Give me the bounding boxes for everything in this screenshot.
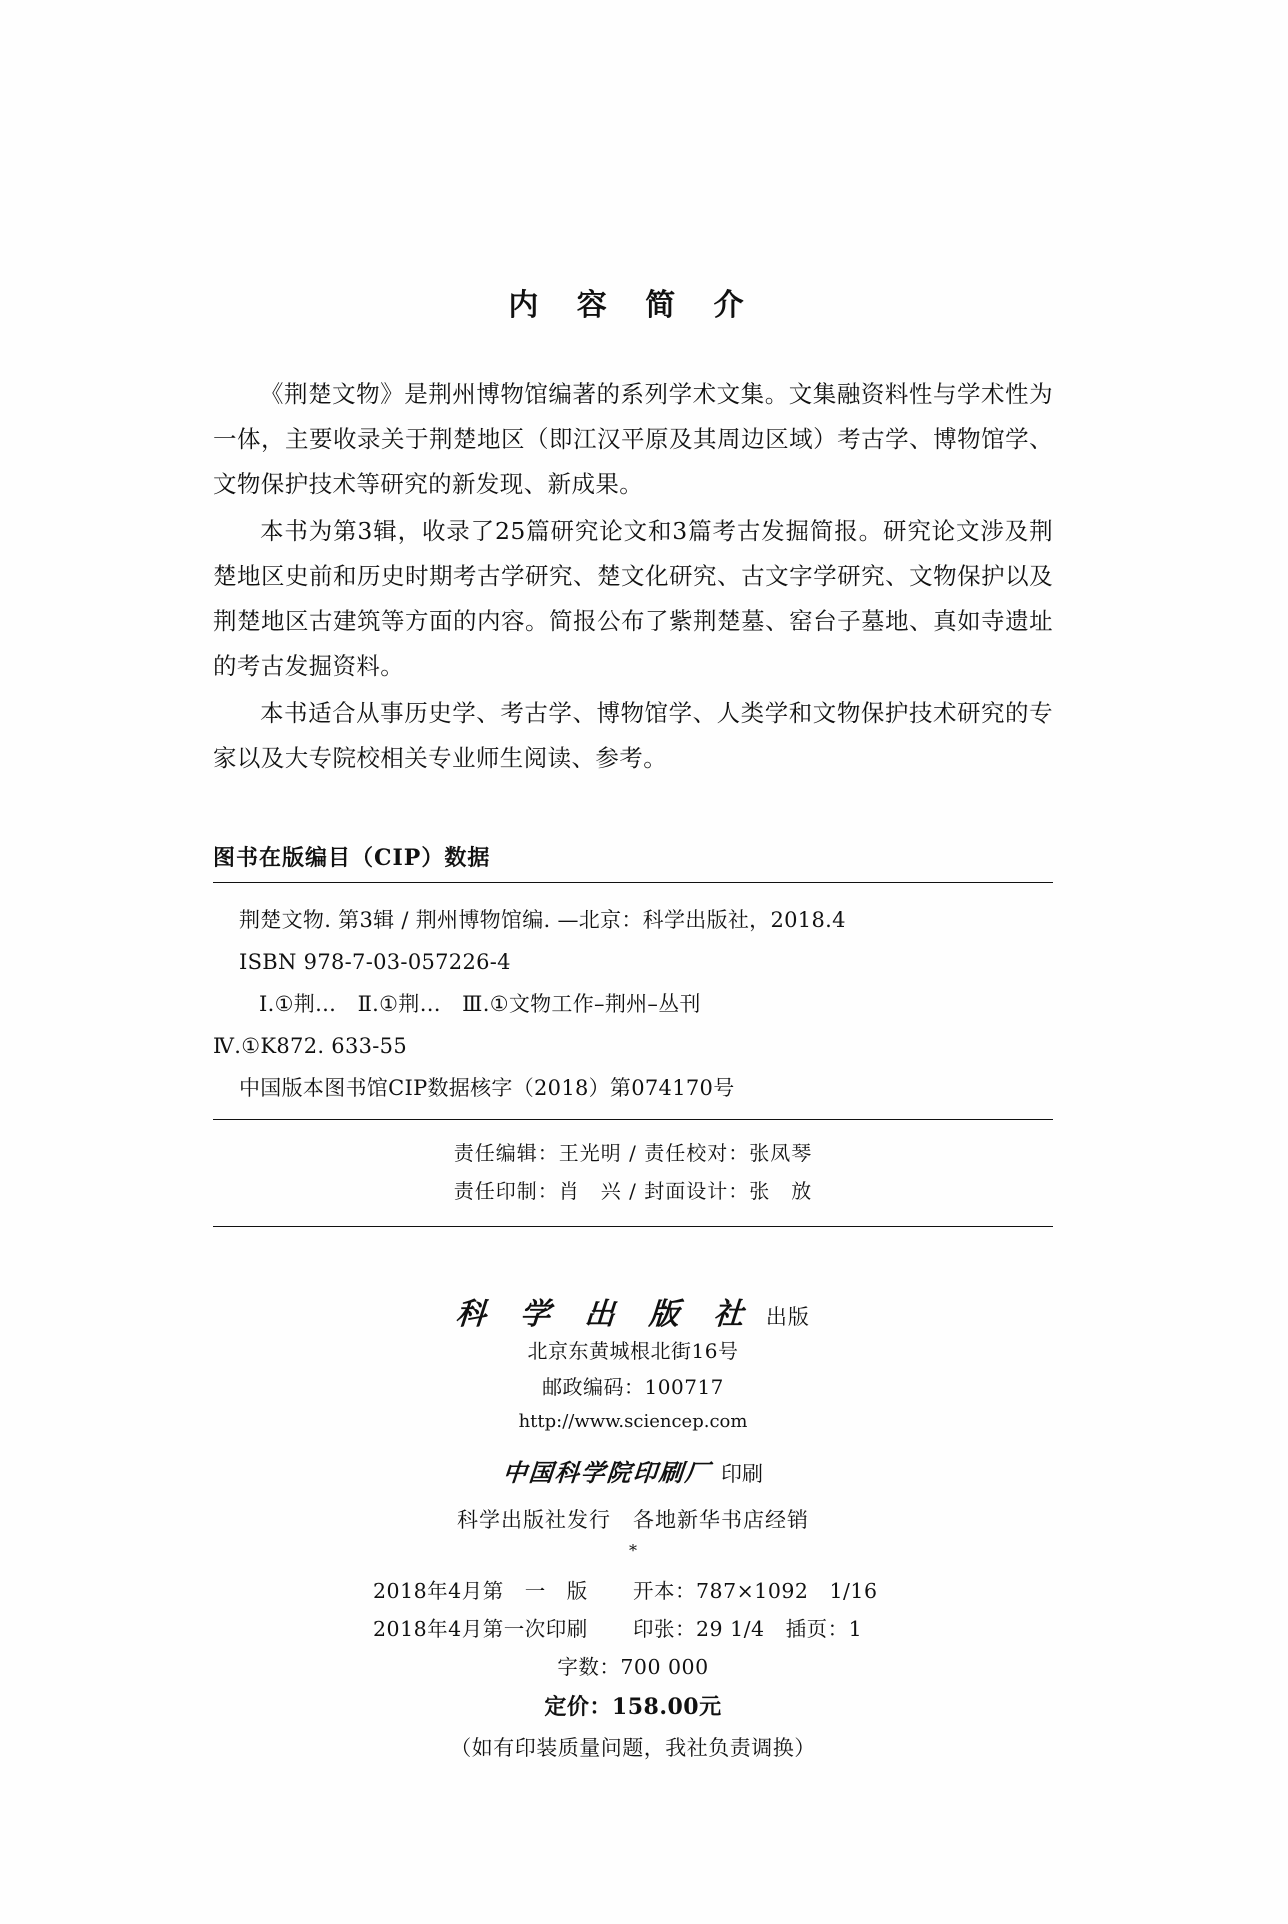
printer-name: 中国科学院印刷厂	[501, 1458, 713, 1487]
price: 定价：158.00元	[544, 1694, 722, 1720]
cip-block	[213, 841, 1053, 1227]
printer-row	[213, 1453, 1053, 1488]
publisher-postcode: 邮政编码：100717	[542, 1375, 724, 1399]
separator-star: *	[629, 1541, 637, 1560]
cip-line: ISBN 978-7-03-057226-4	[239, 950, 511, 974]
cip-line: Ⅰ.①荆… Ⅱ.①荆… Ⅲ.①文物工作–荆州–丛刊	[259, 992, 701, 1016]
cip-heading: 图书在版编目（CIP）数据	[213, 845, 491, 871]
edition-date: 2018年4月第 一 版	[373, 1579, 588, 1603]
science-press-logo: 科 学 出 版 社	[454, 1297, 757, 1332]
divider	[213, 1226, 1053, 1227]
printer-suffix: 印刷	[721, 1462, 763, 1486]
quality-note: （如有印装质量问题，我社负责调换）	[450, 1736, 816, 1760]
credit-line: 责任印制：肖 兴 / 封面设计：张 放	[453, 1179, 813, 1203]
page-title: 内 容 简 介	[508, 288, 758, 323]
print-date: 2018年4月第一次印刷	[373, 1617, 588, 1641]
intro-paragraph: 本书适合从事历史学、考古学、博物馆学、人类学和文物保护技术研究的专家以及大专院校相关专业师生阅读、参考。	[213, 699, 1053, 772]
colophon-block	[213, 1572, 1053, 1768]
publisher-url[interactable]: http://www.sciencep.com	[518, 1411, 748, 1432]
word-count: 字数：700 000	[557, 1655, 709, 1679]
distribution-line: 科学出版社发行 各地新华书店经销	[457, 1508, 809, 1532]
publisher-block	[213, 1289, 1053, 1562]
cip-line: 荆楚文物. 第3辑 / 荆州博物馆编. —北京：科学出版社，2018.4	[239, 908, 846, 932]
credit-line: 责任编辑：王光明 / 责任校对：张凤琴	[453, 1141, 813, 1165]
credits-block	[213, 1120, 1053, 1226]
cip-line: Ⅳ.①K872. 633-55	[213, 1034, 408, 1058]
price-row	[213, 1686, 1053, 1728]
introduction-block	[213, 372, 1053, 781]
page-content	[213, 280, 1053, 1768]
publisher-suffix: 出版	[765, 1305, 810, 1329]
quality-note-row	[213, 1728, 1053, 1768]
intro-paragraph: 《荆楚文物》是荆州博物馆编著的系列学术文集。文集融资料性与学术性为一体，主要收录关于荆楚地区（即江汉平原及其周边区域）考古学、博物馆学、文物保护技术等研究的新发现、新成果。	[213, 380, 1053, 498]
colophon-row	[213, 1572, 1053, 1610]
word-count-row	[213, 1648, 1053, 1686]
cip-line: 中国版本图书馆CIP数据核字（2018）第074170号	[239, 1076, 735, 1100]
sheet-count: 印张：29 1/4 插页：1	[633, 1617, 863, 1641]
publisher-address: 北京东黄城根北街16号	[527, 1339, 739, 1363]
cip-body	[213, 883, 1053, 1119]
publisher-name-row	[213, 1289, 1053, 1333]
colophon-row	[213, 1610, 1053, 1648]
book-format: 开本：787×1092 1/16	[633, 1579, 878, 1603]
intro-paragraph: 本书为第3辑，收录了25篇研究论文和3篇考古发掘简报。研究论文涉及荆楚地区史前和历史时期考古学研究、楚文化研究、古文字学研究、文物保护以及荆楚地区古建筑等方面的内容。简报公布了紫荆楚墓、窑台子墓地、真如寺遗址的考古发掘资料。	[213, 517, 1053, 680]
